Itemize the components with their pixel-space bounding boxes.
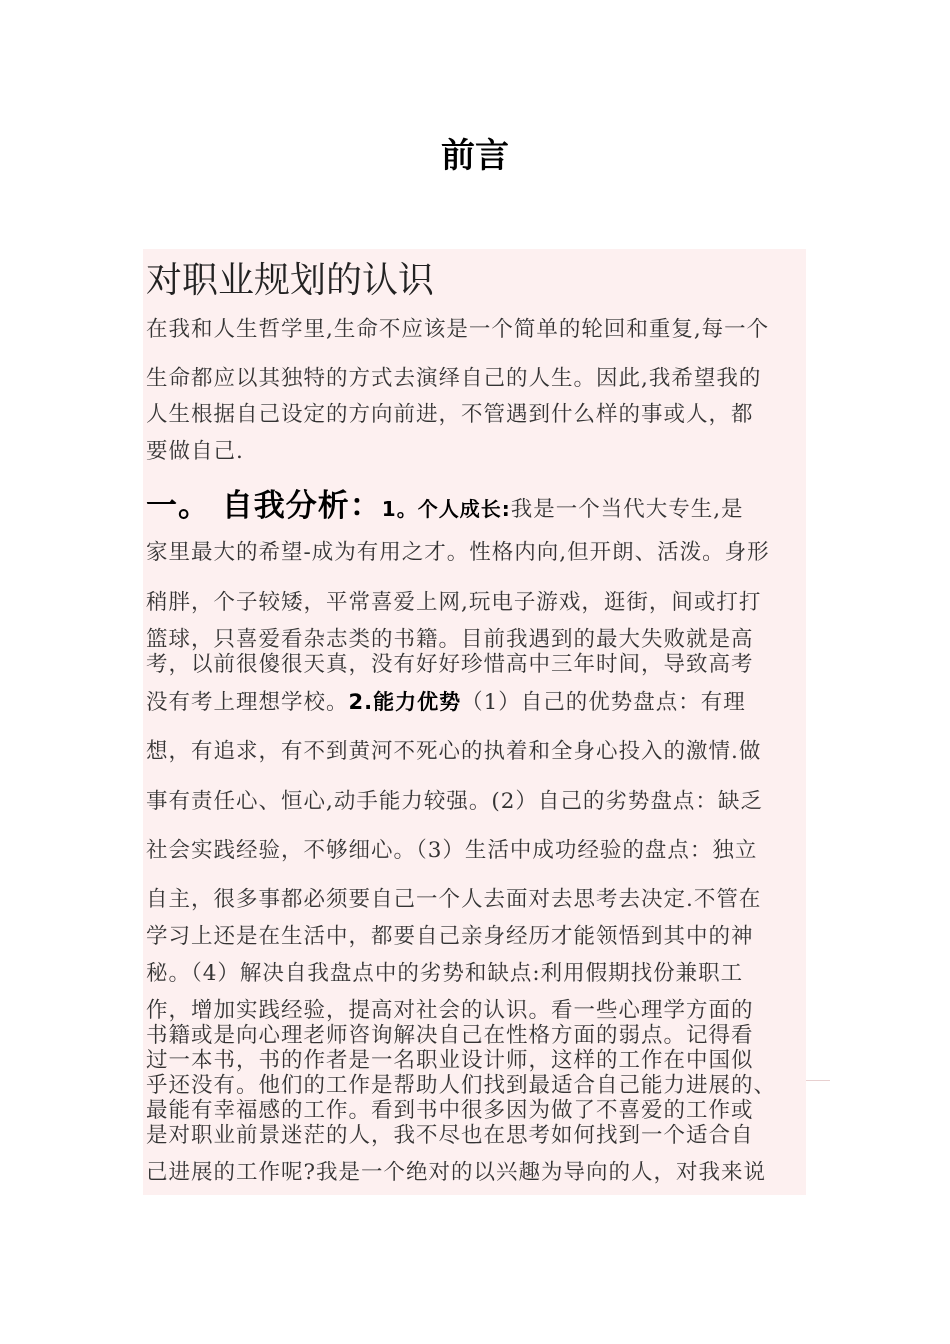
- highlight-overflow-mark: [806, 1080, 830, 1081]
- paragraph-line: 在我和人生哲学里,生命不应该是一个简单的轮回和重复,每一个: [146, 317, 770, 342]
- section-heading: 对职业规划的认识: [146, 260, 435, 301]
- paragraph-line: 篮球，只喜爱看杂志类的书籍。目前我遇到的最大失败就是高: [146, 627, 754, 652]
- paragraph-line: 过一本书，书的作者是一名职业设计师，这样的工作在中国似: [146, 1048, 754, 1073]
- paragraph-line: 事有责任心、恒心,动手能力较强。(2）自己的劣势盘点：缺乏: [146, 789, 763, 814]
- paragraph-text: 我是一个当代大专生,是: [510, 497, 744, 522]
- paragraph-line: 学习上还是在生活中，都要自己亲身经历才能领悟到其中的神: [146, 924, 754, 949]
- paragraph-line: 乎还没有。他们的工作是帮助人们找到最适合自己能力进展的、: [146, 1073, 777, 1098]
- self-analysis-heading: 一。 自我分析：: [146, 488, 382, 524]
- self-analysis-line: [146, 480, 806, 525]
- paragraph-text: （1）自己的优势盘点：有理: [461, 690, 746, 715]
- ability-heading: 2.能力优势: [348, 690, 462, 714]
- paragraph-line: 考，以前很傻很天真，没有好好珍惜高中三年时间，导致高考: [146, 652, 754, 677]
- paragraph-line: 生命都应以其独特的方式去演绎自己的人生。因此,我希望我的: [146, 366, 762, 391]
- paragraph-line: 己进展的工作呢?我是一个绝对的以兴趣为导向的人，对我来说: [146, 1160, 767, 1185]
- paragraph-line: 想，有追求，有不到黄河不死心的执着和全身心投入的激情.做: [146, 739, 762, 764]
- ability-line: [146, 685, 806, 716]
- paragraph-line: 自主，很多事都必须要自己一个人去面对去思考去决定.不管在: [146, 887, 762, 912]
- document-title: 前言: [441, 136, 509, 176]
- paragraph-line: 家里最大的希望-成为有用之才。性格内向,但开朗、活泼。身形: [146, 540, 770, 565]
- paragraph-line: 社会实践经验，不够细心。（3）生活中成功经验的盘点：独立: [146, 838, 758, 863]
- paragraph-line: 要做自己.: [146, 439, 244, 464]
- paragraph-line: 秘。（4）解决自我盘点中的劣势和缺点:利用假期找份兼职工: [146, 961, 744, 986]
- paragraph-line: 最能有幸福感的工作。看到书中很多因为做了不喜爱的工作或: [146, 1098, 754, 1123]
- paragraph-text: 没有考上理想学校。: [146, 690, 349, 715]
- paragraph-line: 作，增加实践经验，提高对社会的认识。看一些心理学方面的: [146, 998, 754, 1023]
- paragraph-line: 是对职业前景迷茫的人，我不尽也在思考如何找到一个适合自: [146, 1123, 754, 1148]
- paragraph-line: 人生根据自己设定的方向前进，不管遇到什么样的事或人，都: [146, 402, 754, 427]
- paragraph-line: 书籍或是向心理老师咨询解决自己在性格方面的弱点。记得看: [146, 1023, 754, 1048]
- personal-growth-heading: 1。个人成长:: [381, 497, 511, 521]
- paragraph-line: 稍胖，个子较矮，平常喜爱上网,玩电子游戏，逛街，间或打打: [146, 590, 762, 615]
